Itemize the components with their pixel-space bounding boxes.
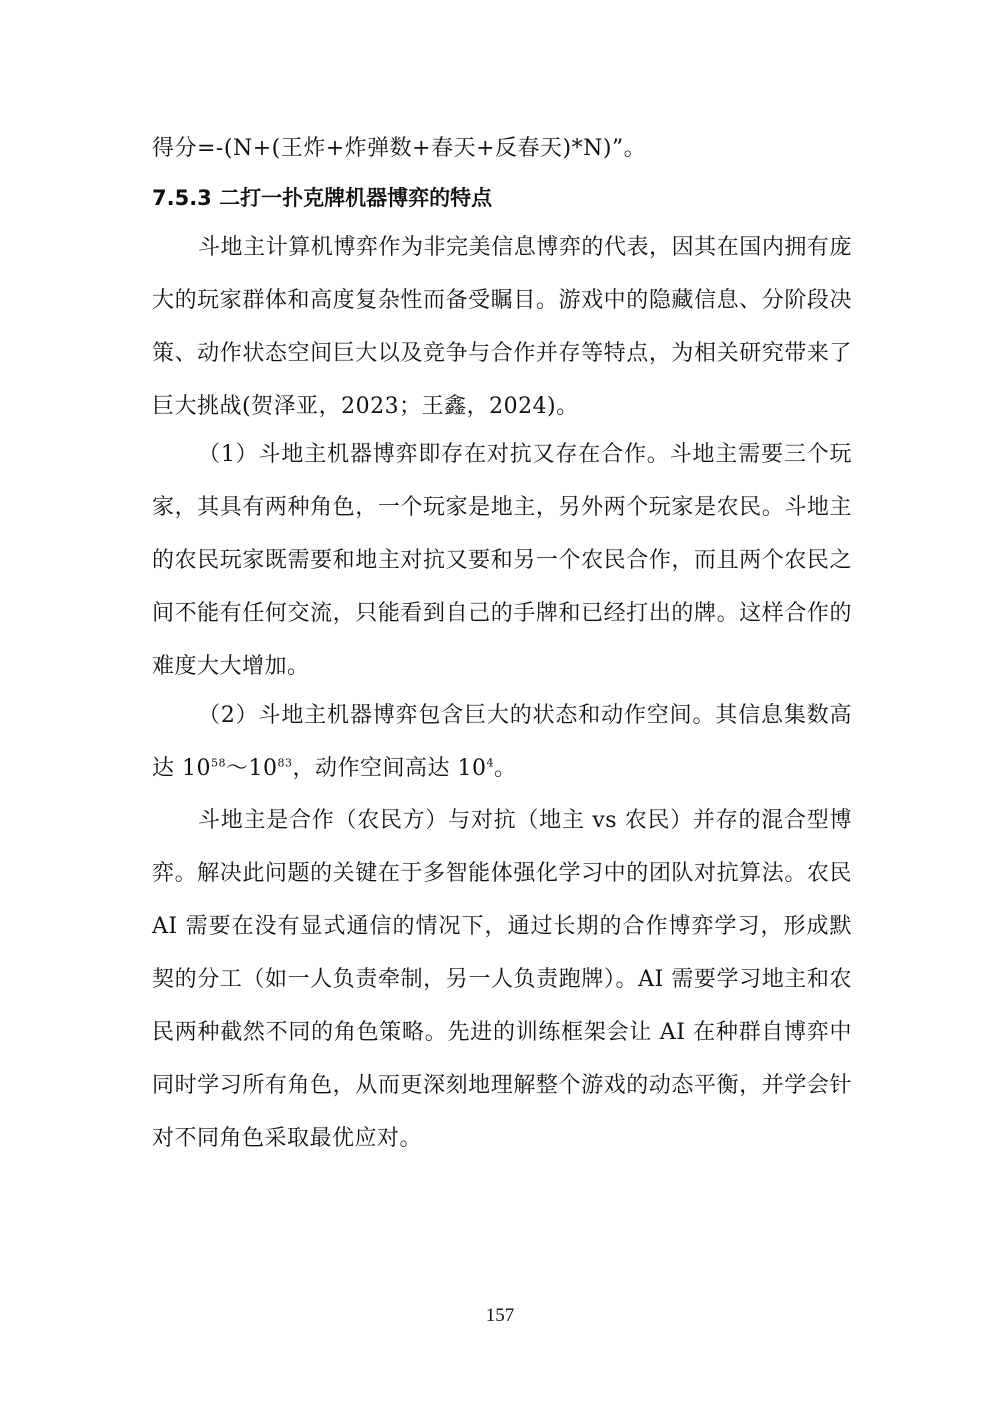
point-2-text-c: ，动作空间高达 10 bbox=[292, 756, 487, 781]
intro-paragraph: 斗地主计算机博弈作为非完美信息博弈的代表，因其在国内拥有庞大的玩家群体和高度复杂性而备受瞩目。游戏中的隐藏信息、分阶段决策、动作状态空间巨大以及竞争与合作并存等特点，为相关研究带来了巨大挑战(贺泽亚，2023；王鑫，2024)。 bbox=[152, 235, 852, 419]
conclusion-paragraph: 斗地主是合作（农民方）与对抗（地主 vs 农民）并存的混合型博弈。解决此问题的关键在于多智能体强化学习中的团队对抗算法。农民 AI 需要在没有显式通信的情况下，通过长期的合作博弈学习，形成默契的分工（如一人负责牵制，另一人负责跑牌）。AI 需要学习地主和农民两种截然不同的角色策略。先进的训练框架会让 AI 在种群自博弈中同时学习所有角色，从而更深刻地理解整个游戏的动态平衡，并学会针对不同角色采取最优应对。 bbox=[152, 808, 852, 1151]
exponent-83: 83 bbox=[277, 756, 293, 770]
point-2-text-b: ～10 bbox=[226, 756, 278, 781]
point-2-paragraph bbox=[152, 689, 852, 795]
page-number: 157 bbox=[485, 1305, 515, 1326]
section-heading: 7.5.3 二打一扑克牌机器博弈的特点 bbox=[152, 186, 493, 210]
point-2-text-d: 。 bbox=[494, 756, 517, 781]
point-1-paragraph: （1）斗地主机器博弈即存在对抗又存在合作。斗地主需要三个玩家，其具有两种角色，一个玩家是地主，另外两个玩家是农民。斗地主的农民玩家既需要和地主对抗又要和另一个农民合作，而且两个农民之间不能有任何交流，只能看到自己的手牌和已经打出的牌。这样合作的难度大大增加。 bbox=[152, 442, 852, 679]
point-2-text-a: （2）斗地主机器博弈包含巨大的状态和动作空间。其信息集数高达 10 bbox=[152, 703, 852, 781]
exponent-4: 4 bbox=[486, 756, 494, 770]
formula-line: 得分=-(N+(王炸+炸弹数+春天+反春天)*N)”。 bbox=[152, 136, 647, 161]
exponent-58: 58 bbox=[211, 756, 226, 770]
